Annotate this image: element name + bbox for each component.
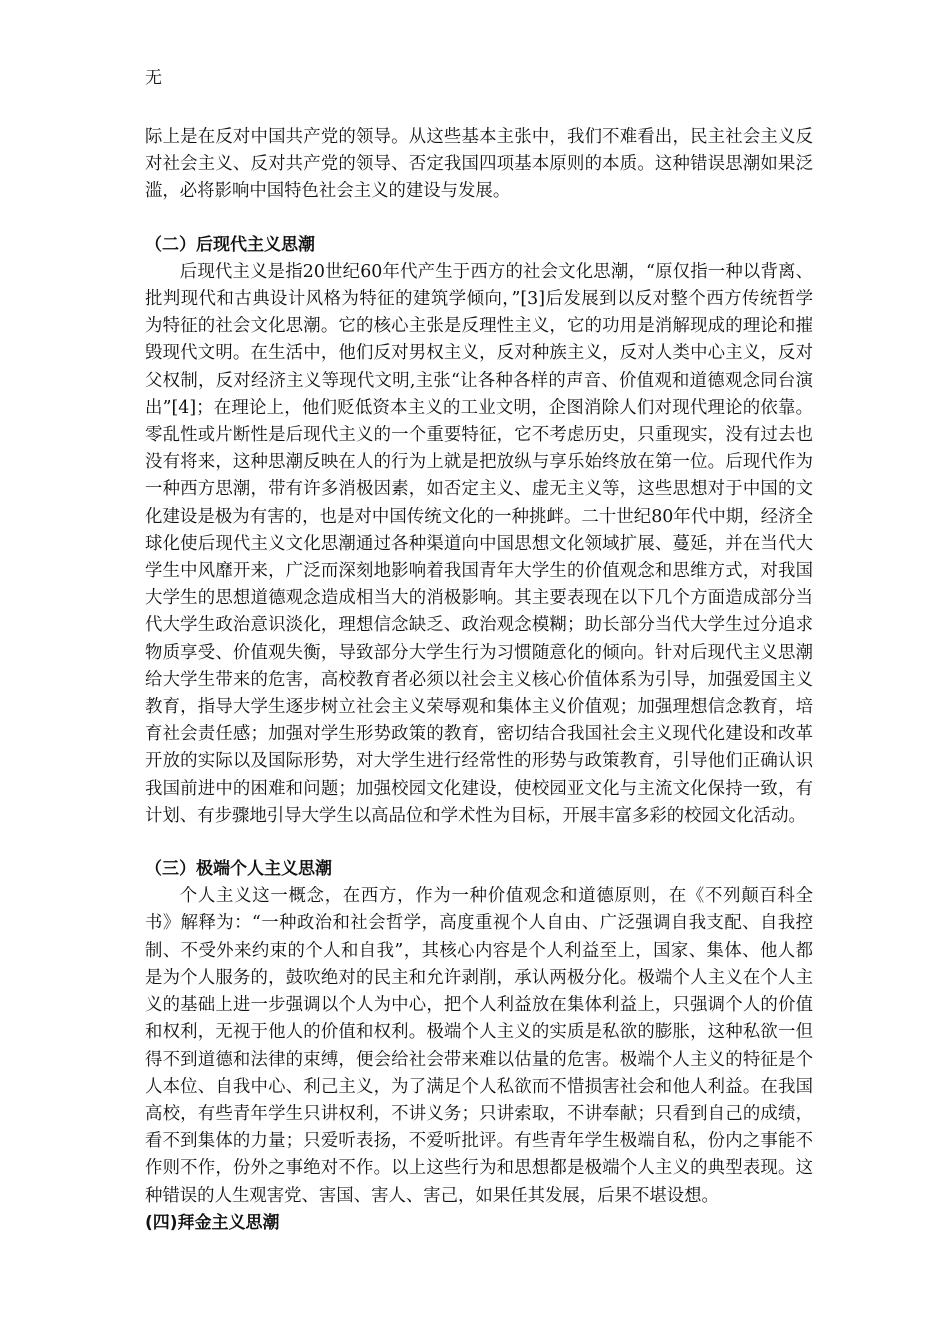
spacer (145, 830, 813, 856)
paragraph-individualism: 个人主义这一概念，在西方，作为一种价值观念和道德原则，在《不列颠百科全书》解释为：“一种政治和社会哲学，高度重视个人自由、广泛强调自我支配、自我控制、不受外来约束的个人和自我”，其核心内容是个人利益至上，国家、集体、他人都是为个人服务的，鼓吹绝对的民主和允许剥削，承认两极分化。极端个人主义在个人主义的基础上进一步强调以个人为中心，把个人利益放在集体利益上，只强调个人的价值和权利，无视于他人的价值和权利。极端个人主义的实质是私欲的膨胀，这种私欲一但得不到道德和法律的束缚，便会给社会带来难以估量的危害。极端个人主义的特征是个人本位、自我中心、利己主义，为了满足个人私欲而不惜损害社会和他人利益。在我国高校，有些青年学生只讲权利，不讲义务；只讲索取，不讲奉献；只看到自己的成绩，看不到集体的力量；只爱听表扬，不爱听批评。有些青年学生极端自私，份内之事能不作则不作，份外之事绝对不作。以上这些行为和思想都是极端个人主义的典型表现。这种错误的人生观害党、害国、害人、害己，如果任其发展，后果不堪设想。 (145, 886, 813, 1206)
section-heading-postmodernism: （二）后现代主义思潮 (145, 234, 315, 255)
spacer (145, 206, 813, 232)
section-heading-individualism: （三）极端个人主义思潮 (145, 859, 332, 880)
document-body (145, 124, 813, 1237)
page-header: 无 (145, 68, 162, 88)
paragraph-postmodernism: 后现代主义是指20世纪60年代产生于西方的社会文化思潮，“原仅指一种以背离、批判现代和古典设计风格为特征的建筑学倾向，”[3]后发展到以反对整个西方传统哲学为特征的社会文化思潮。它的核心主张是反理性主义，它的功用是消解现成的理论和摧毁现代文明。在生活中，他们反对男权主义，反对种族主义，反对人类中心主义，反对父权制，反对经济主义等现代文明,主张“让各种各样的声音、价值观和道德观念同台演出”[4]；在理论上，他们贬低资本主义的工业文明，企图消除人们对现代理论的依靠。零乱性或片断性是后现代主义的一个重要特征，它不考虑历史，只重现实，没有过去也没有将来，这种思潮反映在人的行为上就是把放纵与享乐始终放在第一位。后现代作为一种西方思潮，带有许多消极因素，如否定主义、虚无主义等，这些思想对于中国的文化建设是极为有害的，也是对中国传统文化的一种挑衅。二十世纪80年代中期，经济全球化使后现代主义文化思潮通过各种渠道向中国思想文化领域扩展、蔓延，并在当代大学生中风靡开来，广泛而深刻地影响着我国青年大学生的价值观念和思维方式，对我国大学生的思想道德观念造成相当大的消极影响。其主要表现在以下几个方面造成部分当代大学生政治意识淡化，理想信念缺乏、政治观念模糊；助长部分当代大学生过分追求物质享受、价值观失衡，导致部分大学生行为习惯随意化的倾向。针对后现代主义思潮给大学生带来的危害，高校教育者必须以社会主义核心价值体系为引导，加强爱国主义教育，指导大学生逐步树立社会主义荣辱观和集体主义价值观；加强理想信念教育，培育社会责任感；加强对学生形势政策的教育，密切结合我国社会主义现代化建设和改革开放的实际以及国际形势，对大学生进行经常性的形势与政策教育，引导他们正确认识我国前进中的困难和问题；加强校园文化建设，使校园亚文化与主流文化保持一致，有计划、有步骤地引导大学生以高品位和学术性为目标，开展丰富多彩的校园文化活动。 (145, 261, 813, 826)
paragraph-continued: 际上是在反对中国共产党的领导。从这些基本主张中，我们不难看出，民主社会主义反对社会主义、反对共产党的领导、否定我国四项基本原则的本质。这种错误思潮如果泛滥，必将影响中国特色社会主义的建设与发展。 (145, 127, 813, 202)
section-heading-mammonism: (四)拜金主义思潮 (145, 1212, 280, 1233)
